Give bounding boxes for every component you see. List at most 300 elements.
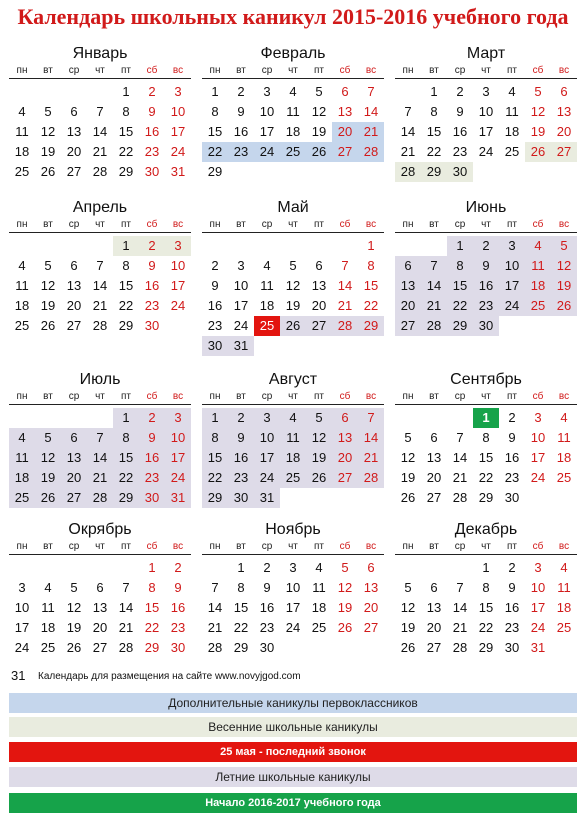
weekday-label: пн bbox=[16, 391, 28, 402]
day-cell: 19 bbox=[530, 124, 546, 139]
day-cell: 16 bbox=[504, 600, 520, 615]
day-cell: 5 bbox=[306, 408, 332, 428]
weekday-label: пт bbox=[314, 541, 324, 552]
day-cell: 2 bbox=[228, 408, 254, 428]
legend-last-bell: 25 мая - последний звонок bbox=[9, 742, 577, 762]
weekday-label: пн bbox=[209, 541, 221, 552]
weekday-label: ср bbox=[261, 541, 273, 552]
day-cell: 20 bbox=[61, 468, 87, 488]
day-cell: 3 bbox=[534, 410, 542, 425]
day-cell: 19 bbox=[400, 470, 416, 485]
weekday-label: вт bbox=[43, 219, 53, 230]
day-cell: 2 bbox=[456, 84, 464, 99]
day-cell: 11 bbox=[286, 104, 300, 119]
month-12 bbox=[395, 520, 577, 658]
day-cell: 24 bbox=[254, 468, 280, 488]
empty-cell bbox=[395, 82, 421, 102]
day-cell: 6 bbox=[61, 428, 87, 448]
day-cell: 1 bbox=[367, 238, 375, 253]
day-cell: 11 bbox=[15, 124, 29, 139]
day-cell: 3 bbox=[254, 408, 280, 428]
day-cell: 18 bbox=[285, 124, 301, 139]
day-cell: 27 bbox=[92, 640, 108, 655]
day-cell: 9 bbox=[237, 104, 245, 119]
day-cell: 13 bbox=[426, 450, 442, 465]
day-cell: 7 bbox=[96, 104, 104, 119]
weekday-label: вт bbox=[236, 541, 246, 552]
day-cell: 8 bbox=[482, 430, 490, 445]
day-cell: 12 bbox=[66, 600, 82, 615]
empty-cell bbox=[421, 558, 447, 578]
day-cell: 30 bbox=[504, 640, 520, 655]
site-note: Календарь для размещения на сайте www.novyjgod.com bbox=[38, 671, 301, 682]
weekday-label: сб bbox=[339, 219, 351, 230]
day-cell: 17 bbox=[478, 124, 494, 139]
weekday-label: ср bbox=[454, 391, 466, 402]
day-cell: 2 bbox=[263, 560, 271, 575]
weekday-label: ср bbox=[68, 391, 80, 402]
day-cell: 17 bbox=[14, 620, 30, 635]
day-cell: 21 bbox=[92, 144, 108, 159]
day-cell: 8 bbox=[482, 580, 490, 595]
day-cell: 6 bbox=[96, 580, 104, 595]
empty-cell bbox=[202, 236, 228, 256]
day-cell: 7 bbox=[367, 84, 375, 99]
day-cell: 18 bbox=[40, 620, 56, 635]
day-cell: 18 bbox=[14, 144, 30, 159]
day-grid bbox=[9, 408, 191, 508]
day-cell: 18 bbox=[259, 298, 275, 313]
day-cell: 22 bbox=[233, 620, 249, 635]
day-cell: 25 bbox=[556, 620, 572, 635]
weekday-label: пн bbox=[402, 391, 414, 402]
weekday-label: пн bbox=[402, 541, 414, 552]
day-cell: 12 bbox=[311, 104, 327, 119]
weekday-label: пт bbox=[121, 391, 131, 402]
weekday-label: сб bbox=[339, 541, 351, 552]
weekday-label: пт bbox=[507, 219, 517, 230]
day-grid bbox=[395, 408, 577, 508]
weekday-label: пт bbox=[121, 219, 131, 230]
day-cell: 24 bbox=[165, 468, 191, 488]
day-cell: 21 bbox=[400, 144, 416, 159]
day-cell: 27 bbox=[66, 164, 82, 179]
day-cell: 28 bbox=[358, 468, 384, 488]
day-cell: 27 bbox=[363, 620, 379, 635]
day-cell: 9 bbox=[174, 580, 182, 595]
day-cell: 8 bbox=[113, 428, 139, 448]
day-cell: 11 bbox=[312, 580, 326, 595]
month-5 bbox=[202, 198, 384, 356]
weekday-label: сб bbox=[146, 219, 158, 230]
day-cell: 13 bbox=[66, 278, 82, 293]
day-cell: 27 bbox=[426, 490, 442, 505]
day-cell: 2 bbox=[508, 410, 516, 425]
weekday-label: пт bbox=[121, 541, 131, 552]
day-cell: 23 bbox=[139, 468, 165, 488]
day-cell: 5 bbox=[315, 84, 323, 99]
day-cell: 17 bbox=[499, 276, 525, 296]
day-cell: 19 bbox=[66, 620, 82, 635]
day-cell: 1 bbox=[237, 560, 245, 575]
weekday-label: вт bbox=[429, 391, 439, 402]
day-cell: 28 bbox=[92, 318, 108, 333]
day-cell: 20 bbox=[66, 298, 82, 313]
weekday-header bbox=[9, 64, 191, 79]
day-cell: 10 bbox=[233, 278, 249, 293]
day-cell: 20 bbox=[332, 448, 358, 468]
weekday-label: ср bbox=[454, 219, 466, 230]
day-cell: 21 bbox=[92, 298, 108, 313]
empty-cell bbox=[113, 558, 139, 578]
day-cell: 12 bbox=[40, 278, 56, 293]
day-cell: 19 bbox=[35, 468, 61, 488]
day-cell: 26 bbox=[337, 620, 353, 635]
weekday-label: пт bbox=[507, 541, 517, 552]
day-cell: 12 bbox=[35, 448, 61, 468]
legend-school-start: Начало 2016-2017 учебного года bbox=[9, 793, 577, 813]
day-cell: 7 bbox=[404, 104, 412, 119]
weekday-label: пн bbox=[402, 65, 414, 76]
day-cell: 7 bbox=[341, 258, 349, 273]
day-cell: 8 bbox=[367, 258, 375, 273]
day-cell: 29 bbox=[118, 318, 134, 333]
day-cell: 13 bbox=[337, 104, 353, 119]
day-cell: 16 bbox=[139, 448, 165, 468]
weekday-label: чт bbox=[95, 219, 105, 230]
day-grid bbox=[395, 558, 577, 658]
day-cell: 20 bbox=[363, 600, 379, 615]
day-cell: 10 bbox=[170, 258, 186, 273]
day-cell: 2 bbox=[473, 236, 499, 256]
day-cell: 22 bbox=[118, 298, 134, 313]
day-cell: 18 bbox=[556, 600, 572, 615]
day-cell: 17 bbox=[233, 298, 249, 313]
day-cell: 31 bbox=[254, 488, 280, 508]
day-cell: 9 bbox=[473, 256, 499, 276]
month-3 bbox=[395, 44, 577, 182]
day-cell: 21 bbox=[87, 468, 113, 488]
day-cell: 8 bbox=[430, 104, 438, 119]
day-cell: 21 bbox=[207, 620, 223, 635]
day-cell: 7 bbox=[456, 430, 464, 445]
day-cell: 4 bbox=[44, 580, 52, 595]
day-cell: 30 bbox=[447, 162, 473, 182]
month-9 bbox=[395, 370, 577, 508]
day-cell: 29 bbox=[478, 490, 494, 505]
day-cell: 27 bbox=[66, 318, 82, 333]
day-cell: 13 bbox=[92, 600, 108, 615]
day-cell: 18 bbox=[525, 276, 551, 296]
day-cell: 25 bbox=[280, 468, 306, 488]
day-cell: 10 bbox=[254, 428, 280, 448]
day-cell: 9 bbox=[211, 278, 219, 293]
day-cell: 14 bbox=[118, 600, 134, 615]
day-cell: 1 bbox=[211, 84, 219, 99]
day-cell: 10 bbox=[259, 104, 275, 119]
weekday-label: пт bbox=[507, 65, 517, 76]
month-name: Апрель bbox=[72, 199, 128, 216]
weekday-label: вт bbox=[43, 65, 53, 76]
day-cell: 11 bbox=[15, 278, 29, 293]
month-name: Декабрь bbox=[454, 521, 518, 538]
day-cell: 12 bbox=[40, 124, 56, 139]
day-cell: 2 bbox=[174, 560, 182, 575]
day-cell: 16 bbox=[207, 298, 223, 313]
empty-cell bbox=[87, 408, 113, 428]
weekday-header bbox=[202, 390, 384, 405]
weekday-label: вт bbox=[43, 391, 53, 402]
day-cell: 3 bbox=[263, 84, 271, 99]
day-grid bbox=[395, 236, 577, 336]
day-cell: 20 bbox=[66, 144, 82, 159]
day-cell: 12 bbox=[400, 450, 416, 465]
day-cell: 28 bbox=[452, 490, 468, 505]
day-cell: 28 bbox=[421, 316, 447, 336]
day-cell: 27 bbox=[395, 316, 421, 336]
empty-cell bbox=[87, 558, 113, 578]
day-cell: 4 bbox=[280, 408, 306, 428]
empty-cell bbox=[9, 82, 35, 102]
weekday-label: ср bbox=[261, 65, 273, 76]
day-cell: 22 bbox=[113, 468, 139, 488]
day-cell: 23 bbox=[259, 620, 275, 635]
day-cell: 30 bbox=[144, 318, 160, 333]
day-cell: 5 bbox=[70, 580, 78, 595]
empty-cell bbox=[9, 408, 35, 428]
day-cell: 4 bbox=[560, 410, 568, 425]
month-10 bbox=[9, 520, 191, 658]
empty-cell bbox=[447, 408, 473, 428]
day-cell: 3 bbox=[237, 258, 245, 273]
day-cell: 6 bbox=[430, 430, 438, 445]
weekday-label: пт bbox=[121, 65, 131, 76]
day-cell: 24 bbox=[233, 318, 249, 333]
empty-cell bbox=[61, 408, 87, 428]
day-cell: 6 bbox=[430, 580, 438, 595]
day-cell: 28 bbox=[207, 640, 223, 655]
weekday-header bbox=[202, 540, 384, 555]
month-7 bbox=[9, 370, 191, 508]
weekday-label: ср bbox=[68, 541, 80, 552]
empty-cell bbox=[280, 236, 306, 256]
day-cell: 2 bbox=[211, 258, 219, 273]
day-cell: 7 bbox=[87, 428, 113, 448]
day-cell: 25 bbox=[504, 144, 520, 159]
day-cell: 23 bbox=[504, 620, 520, 635]
day-cell: 12 bbox=[306, 428, 332, 448]
day-cell: 12 bbox=[551, 256, 577, 276]
day-cell: 27 bbox=[332, 142, 358, 162]
day-cell: 1 bbox=[482, 560, 490, 575]
day-cell: 26 bbox=[40, 164, 56, 179]
weekday-label: сб bbox=[532, 219, 544, 230]
weekday-label: чт bbox=[288, 219, 298, 230]
weekday-label: вс bbox=[558, 219, 570, 230]
day-grid bbox=[9, 236, 191, 336]
day-cell: 7 bbox=[96, 258, 104, 273]
weekday-label: чт bbox=[481, 391, 491, 402]
day-cell: 27 bbox=[61, 488, 87, 508]
day-cell: 15 bbox=[202, 448, 228, 468]
day-cell: 21 bbox=[118, 620, 134, 635]
day-cell: 6 bbox=[395, 256, 421, 276]
day-cell: 12 bbox=[530, 104, 546, 119]
day-cell: 17 bbox=[530, 600, 546, 615]
day-cell: 4 bbox=[525, 236, 551, 256]
day-cell: 5 bbox=[534, 84, 542, 99]
day-cell: 30 bbox=[228, 488, 254, 508]
day-cell: 14 bbox=[92, 124, 108, 139]
day-grid bbox=[9, 82, 191, 182]
day-cell: 17 bbox=[170, 278, 186, 293]
weekday-label: вс bbox=[365, 391, 377, 402]
day-cell: 5 bbox=[289, 258, 297, 273]
day-grid bbox=[9, 558, 191, 658]
day-cell: 15 bbox=[113, 448, 139, 468]
weekday-label: вс bbox=[365, 219, 377, 230]
day-cell: 13 bbox=[395, 276, 421, 296]
day-cell: 10 bbox=[170, 104, 186, 119]
day-cell: 1 bbox=[113, 236, 139, 256]
day-cell: 17 bbox=[170, 124, 186, 139]
day-grid bbox=[202, 82, 384, 182]
day-cell: 10 bbox=[530, 430, 546, 445]
weekday-header bbox=[395, 540, 577, 555]
day-cell: 22 bbox=[447, 296, 473, 316]
day-cell: 25 bbox=[14, 318, 30, 333]
day-cell: 2 bbox=[237, 84, 245, 99]
day-cell: 26 bbox=[400, 640, 416, 655]
empty-cell bbox=[87, 236, 113, 256]
weekday-header bbox=[202, 64, 384, 79]
day-cell: 2 bbox=[148, 84, 156, 99]
day-cell: 14 bbox=[452, 450, 468, 465]
day-cell: 1 bbox=[430, 84, 438, 99]
weekday-label: чт bbox=[95, 541, 105, 552]
day-cell: 23 bbox=[170, 620, 186, 635]
day-cell: 30 bbox=[170, 640, 186, 655]
day-cell: 11 bbox=[41, 600, 55, 615]
day-cell: 19 bbox=[40, 298, 56, 313]
empty-cell bbox=[421, 236, 447, 256]
day-cell: 13 bbox=[66, 124, 82, 139]
day-cell: 29 bbox=[421, 162, 447, 182]
day-cell: 23 bbox=[504, 470, 520, 485]
day-cell: 9 bbox=[139, 428, 165, 448]
day-cell: 10 bbox=[14, 600, 30, 615]
weekday-label: сб bbox=[532, 541, 544, 552]
day-cell: 31 bbox=[170, 164, 186, 179]
day-cell: 9 bbox=[148, 104, 156, 119]
day-cell: 23 bbox=[473, 296, 499, 316]
weekday-label: вс bbox=[558, 65, 570, 76]
weekday-label: сб bbox=[146, 541, 158, 552]
day-cell: 24 bbox=[499, 296, 525, 316]
day-cell: 23 bbox=[228, 142, 254, 162]
weekday-label: вс bbox=[172, 65, 184, 76]
day-cell: 27 bbox=[306, 316, 332, 336]
day-cell: 29 bbox=[118, 164, 134, 179]
day-cell: 19 bbox=[551, 276, 577, 296]
day-cell: 16 bbox=[144, 278, 160, 293]
day-cell: 4 bbox=[18, 258, 26, 273]
day-cell: 12 bbox=[285, 278, 301, 293]
day-cell: 7 bbox=[456, 580, 464, 595]
day-cell: 22 bbox=[478, 620, 494, 635]
day-cell: 4 bbox=[560, 560, 568, 575]
day-cell: 3 bbox=[499, 236, 525, 256]
day-cell: 8 bbox=[447, 256, 473, 276]
day-cell: 16 bbox=[259, 600, 275, 615]
weekday-label: чт bbox=[481, 541, 491, 552]
empty-cell bbox=[395, 236, 421, 256]
day-cell: 30 bbox=[139, 488, 165, 508]
day-cell: 31 bbox=[530, 640, 546, 655]
day-cell: 8 bbox=[122, 258, 130, 273]
month-name: Июнь bbox=[465, 199, 507, 216]
day-cell: 15 bbox=[478, 600, 494, 615]
legend-spring-holidays: Весенние школьные каникулы bbox=[9, 717, 577, 737]
weekday-label: чт bbox=[95, 391, 105, 402]
day-grid bbox=[202, 408, 384, 508]
day-grid bbox=[202, 236, 384, 356]
day-cell: 24 bbox=[170, 144, 186, 159]
day-cell: 10 bbox=[530, 580, 546, 595]
weekday-header bbox=[9, 218, 191, 233]
day-cell: 18 bbox=[14, 298, 30, 313]
empty-cell bbox=[228, 236, 254, 256]
day-cell: 6 bbox=[332, 408, 358, 428]
legend-summer-holidays: Летние школьные каникулы bbox=[9, 767, 577, 787]
empty-cell bbox=[9, 236, 35, 256]
weekday-label: чт bbox=[288, 65, 298, 76]
weekday-label: пт bbox=[314, 391, 324, 402]
day-cell: 12 bbox=[400, 600, 416, 615]
day-cell: 22 bbox=[478, 470, 494, 485]
day-cell: 29 bbox=[202, 488, 228, 508]
day-cell: 22 bbox=[202, 468, 228, 488]
day-cell: 6 bbox=[70, 104, 78, 119]
day-cell: 16 bbox=[473, 276, 499, 296]
weekday-header bbox=[9, 540, 191, 555]
month-name: Сентябрь bbox=[450, 371, 522, 388]
weekday-label: сб bbox=[532, 65, 544, 76]
day-cell: 8 bbox=[122, 104, 130, 119]
weekday-label: ср bbox=[454, 541, 466, 552]
day-cell: 5 bbox=[404, 430, 412, 445]
day-cell: 11 bbox=[280, 428, 306, 448]
day-cell: 26 bbox=[66, 640, 82, 655]
day-cell: 15 bbox=[233, 600, 249, 615]
day-cell: 26 bbox=[40, 318, 56, 333]
day-cell: 28 bbox=[87, 488, 113, 508]
day-cell: 18 bbox=[9, 468, 35, 488]
weekday-label: пн bbox=[209, 219, 221, 230]
day-cell: 14 bbox=[363, 104, 379, 119]
empty-cell bbox=[35, 236, 61, 256]
weekday-label: вс bbox=[558, 391, 570, 402]
empty-cell bbox=[447, 558, 473, 578]
day-grid bbox=[395, 82, 577, 182]
day-cell: 29 bbox=[144, 640, 160, 655]
day-cell: 25 bbox=[280, 142, 306, 162]
weekday-label: сб bbox=[532, 391, 544, 402]
month-11 bbox=[202, 520, 384, 658]
day-cell: 28 bbox=[452, 640, 468, 655]
day-cell: 3 bbox=[165, 236, 191, 256]
day-cell: 15 bbox=[363, 278, 379, 293]
